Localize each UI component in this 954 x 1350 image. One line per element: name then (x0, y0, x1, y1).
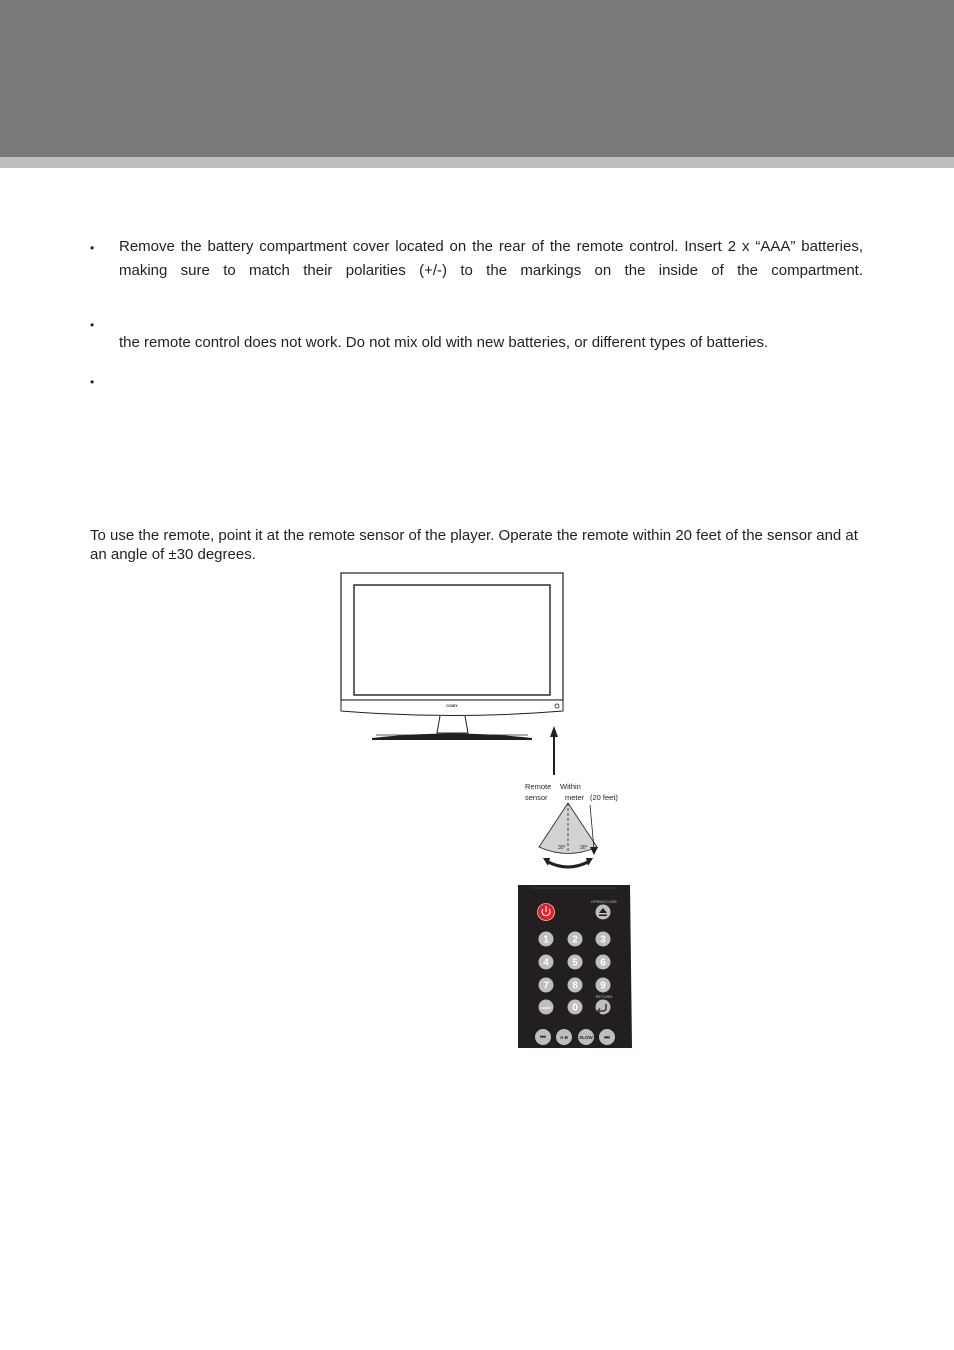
range-label-line1: Within (560, 782, 581, 791)
signal-arrowhead (550, 726, 558, 737)
bullet-marker-1: • (90, 241, 95, 255)
bullet-marker-2: • (90, 318, 95, 332)
swing-arc (548, 862, 588, 867)
transport-label: SLOW (579, 1035, 593, 1040)
angle-left-label: 30° (558, 845, 566, 851)
bullet-text-battery-install: Remove the battery compartment cover located on the rear of the remote control. Insert 2 x “AAA” batteries, making sure to match their polarities (+/-) to the markings on the inside of the compartment. (119, 238, 863, 279)
range-label-line2: meter (565, 793, 585, 802)
tv-illustration (341, 573, 563, 740)
tv-base (372, 734, 532, 741)
key-label: 2 (572, 934, 578, 946)
key-label: — (541, 1002, 551, 1014)
key-label: 5 (572, 957, 578, 969)
sensor-label-line2: sensor (525, 793, 548, 802)
key-label: 7 (543, 980, 549, 992)
return-label: RETURN (595, 994, 613, 999)
key-label: 1 (543, 934, 549, 946)
tv-screen (354, 585, 550, 695)
return-button (596, 1000, 611, 1015)
transport-label: A-B (560, 1035, 568, 1040)
key-label: 8 (572, 980, 578, 992)
key-label: 9 (600, 980, 606, 992)
remote-usage-intro: To use the remote, point it at the remote sensor of the player. Operate the remote within 20 feet of the sensor and at an angle of ±30 degrees. (90, 527, 858, 563)
angle-right-label: 30° (580, 845, 588, 851)
open-close-label: OPEN/CLOSE (590, 899, 618, 904)
range-feet-label: (20 feet) (590, 793, 618, 802)
key-label: 0 (572, 1002, 578, 1014)
tv-brand-logo: COBY (446, 703, 458, 708)
sensor-label-line1: Remote (525, 782, 552, 791)
key-label: 4 (543, 957, 549, 969)
range-cone (539, 803, 598, 855)
bullet-marker-3: • (90, 375, 95, 389)
transport-label: ⏭ (604, 1035, 610, 1041)
transport-label: ⏮ (540, 1035, 546, 1041)
remote-control (518, 885, 632, 1048)
key-label: 6 (600, 957, 606, 969)
bullet-text-battery-warning: the remote control does not work. Do not mix old with new batteries, or different types of batteries. (119, 334, 769, 351)
tv-neck (437, 716, 468, 733)
key-label: 3 (600, 934, 606, 946)
